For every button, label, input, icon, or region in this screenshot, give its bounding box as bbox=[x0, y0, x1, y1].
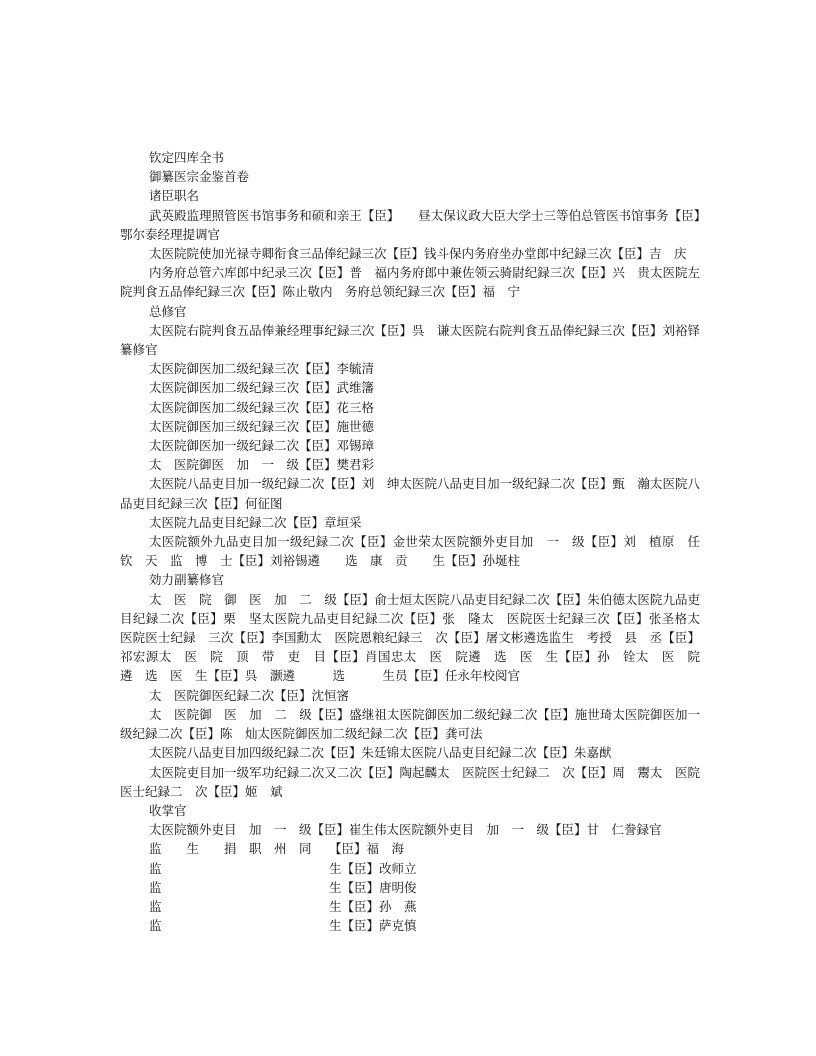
text-paragraph: 太医院额外九品吏目加一级纪録二次【臣】金世荣太医院额外吏目加 一 级【臣】刘 植原 任 钦 天 监 博 士【臣】刘裕锡遴 选 康 贡 生【臣】孙埏柱 bbox=[120, 534, 713, 569]
document-page bbox=[120, 148, 713, 935]
jiansheng-name: 生【臣】改师立 bbox=[329, 860, 417, 876]
jiansheng-name: 生【臣】萨克慎 bbox=[329, 918, 417, 934]
text-line: 太医院八品吏目加四级纪録二次【臣】朱廷锦太医院八品吏目纪録二次【臣】朱嘉猷 bbox=[149, 745, 612, 761]
text-paragraph: 太医院额外吏目 加 一 级【臣】崔生伟太医院额外吏目 加 一 级【臣】甘 仁誊録官 bbox=[149, 822, 662, 838]
jiansheng-title: 监 bbox=[149, 898, 162, 914]
section-heading-officials: 诸臣职名 bbox=[149, 188, 200, 204]
jiansheng-title: 监 生 捐 职 州 同 bbox=[149, 841, 312, 857]
jiansheng-row bbox=[120, 916, 700, 935]
jiansheng-row bbox=[120, 878, 700, 897]
section-heading-custodians: 收掌官 bbox=[149, 802, 187, 818]
text-line: 太医院御医加二级纪録三次【臣】花三格 bbox=[149, 399, 375, 415]
text-line: 太医院御医加二级纪録三次【臣】李毓清 bbox=[149, 361, 375, 377]
text-paragraph: 太医院吏目加一级军功纪録二次又二次【臣】陶起麟太 医院医士纪録二 次【臣】周 鬻太 医院医士纪録二 次【臣】姬 斌 bbox=[120, 764, 700, 799]
jiansheng-name: 生【臣】孙 燕 bbox=[329, 898, 417, 914]
jiansheng-row bbox=[120, 859, 700, 878]
text-paragraph: 武英殿监理照管医书馆事务和硕和亲王【臣】 昼太保议政大臣大学士三等伯总管医书馆事务【臣】鄂尔泰经理提调官 bbox=[120, 207, 700, 242]
text-paragraph: 太 医院御 医 加 二 级【臣】盛继祖太医院御医加二级纪録二次【臣】施世琦太医院御医加一级纪録二次【臣】陈 灿太医院御医加二级纪録二次【臣】龚可法 bbox=[120, 706, 700, 742]
jiansheng-row bbox=[120, 839, 700, 858]
text-paragraph: 太医院右院判食五品俸兼经理事纪録三次【臣】呉 谦太医院右院判食五品俸纪録三次【臣】刘裕铎纂修官 bbox=[120, 322, 700, 358]
jiansheng-name: 【臣】福 海 bbox=[329, 841, 405, 857]
text-line: 太 医院御医 加 一 级【臣】樊君彩 bbox=[149, 457, 375, 473]
text-line: 太医院御医加二级纪録三次【臣】武维籓 bbox=[149, 380, 375, 396]
text-line: 太 医院御医纪録二次【臣】沈恒宻 bbox=[149, 687, 350, 703]
jiansheng-title: 监 bbox=[149, 860, 162, 876]
text-line: 太医院御医加三级纪録三次【臣】施世德 bbox=[149, 418, 375, 434]
text-paragraph: 太医院八品吏目加一级纪録二次【臣】刘 绅太医院八品吏目加一级纪録二次【臣】甄 瀚太医院八品吏目纪録三次【臣】何征图 bbox=[120, 476, 700, 511]
text-line: 太医院九品吏目纪録二次【臣】章垣采 bbox=[149, 514, 362, 530]
jiansheng-name: 生【臣】唐明俊 bbox=[329, 879, 417, 895]
jiansheng-title: 监 bbox=[149, 879, 162, 895]
volume-title: 御纂医宗金鉴首卷 bbox=[149, 169, 250, 185]
section-heading-assistant-editors: 効力副纂修官 bbox=[149, 572, 225, 588]
jiansheng-title: 监 bbox=[149, 918, 162, 934]
text-paragraph: 内务府总管六库郎中纪录三次【臣】普 福内务府郎中兼佐领云骑尉纪録三次【臣】兴 贵太医院左院判食五品俸纪録三次【臣】陈止敬内 务府总领纪録三次【臣】福 宁 bbox=[120, 265, 700, 300]
text-line: 太医院御医加一级纪録二次【臣】邓锡璋 bbox=[149, 438, 375, 454]
text-paragraph: 太 医 院 御 医 加 二 级【臣】俞士烜太医院八品吏目纪録二次【臣】朱伯德太医院九品吏目纪録二次【臣】栗 坚太医院九品吏目纪録二次【臣】张 隆太 医院医士纪録三次【臣】张圣格太 医院医士纪録 三次【臣】李国勳太 医院恩粮纪録三 次【臣】屠文彬遴选监生 考授 县 丞【臣】祁宏源太 医 院 顶 带 吏 目【臣】肖国忠太 医 院遴 选 医 生【臣】孙 铨太 医 院 遴 选 医 生【臣】呉 灏遴 选 生员【臣】任永年校阅官 bbox=[120, 591, 713, 684]
section-heading-chief-editors: 总修官 bbox=[149, 303, 187, 319]
book-series-title: 钦定四库全书 bbox=[149, 150, 225, 165]
text-paragraph: 太医院院使加光禄寺卿衔食三品俸纪録三次【臣】钱斗保内务府坐办堂郎中纪録三次【臣】吉 庆 bbox=[149, 246, 687, 262]
jiansheng-row bbox=[120, 897, 700, 916]
